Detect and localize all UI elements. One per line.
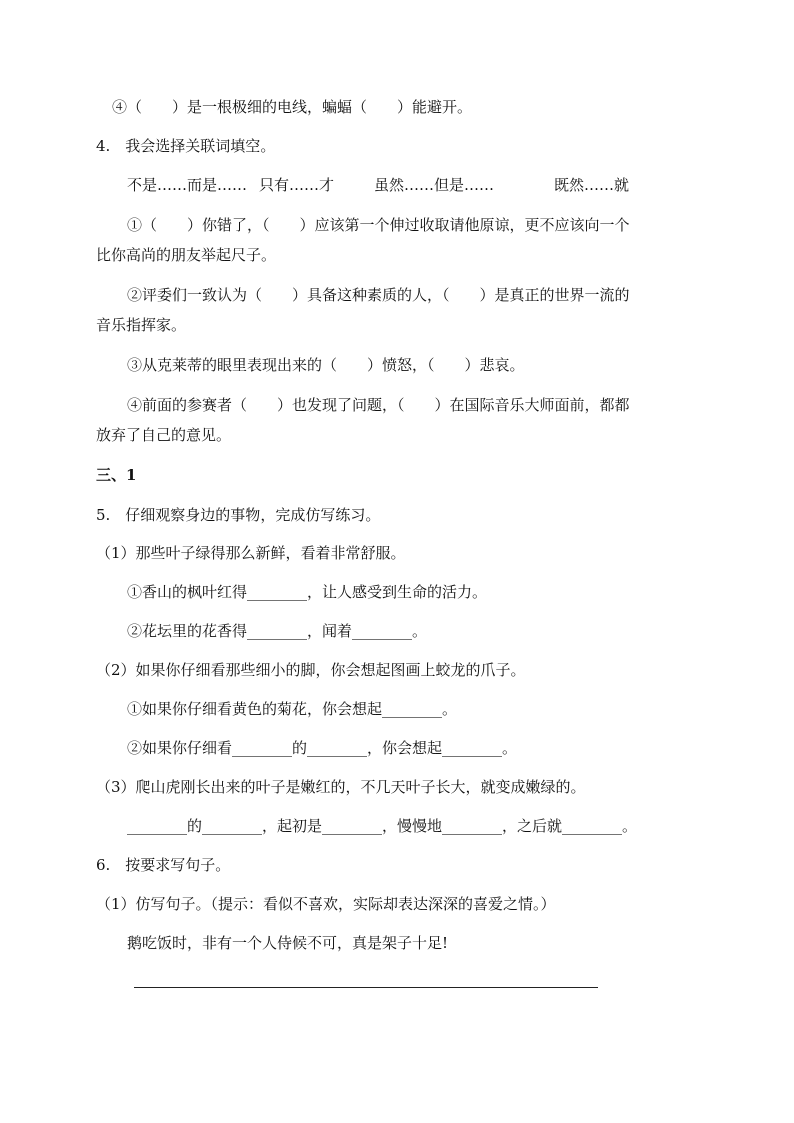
- q6-title: 6. 按要求写句子。: [96, 856, 231, 874]
- q4-option-2: 只有……才: [259, 176, 335, 194]
- q6-example-sentence: 鹅吃饭时，非有一个人侍候不可，真是架子十足!: [127, 934, 449, 952]
- q4-item-3: ③从克莱蒂的眼里表现出来的（ ）愤怒，（ ）悲哀。: [127, 356, 525, 374]
- q4-item-2-line-1: ②评委们一致认为（ ）具备这种素质的人，（ ）是真正的世界一流的: [127, 286, 630, 304]
- q4-title: 4. 我会选择关联词填空。: [96, 137, 276, 155]
- q4-option-4: 既然……就: [554, 176, 630, 194]
- q5-sub-3-item: ________的________，起初是________，慢慢地________，之后就________。: [127, 817, 638, 835]
- q5-sub-2: （2）如果你仔细看那些细小的脚，你会想起图画上蛟龙的爪子。: [96, 661, 526, 679]
- q4-item-2-line-2: 音乐指挥家。: [96, 316, 187, 334]
- q6-sub-1: （1）仿写句子。（提示：看似不喜欢，实际却表达深深的喜爱之情。）: [96, 895, 556, 913]
- q3-item-4: ④（ ）是一根极细的电线，蝙蝠（ ）能避开。: [112, 98, 473, 116]
- q4-options: [127, 175, 629, 195]
- q4-option-3: 虽然……但是……: [374, 176, 495, 194]
- q4-item-1-line-1: ①（ ）你错了，（ ）应该第一个伸过收取请他原谅，更不应该向一个: [127, 216, 630, 234]
- q4-item-1-line-2: 比你高尚的朋友举起尺子。: [96, 246, 277, 264]
- q4-option-1: 不是……而是……: [127, 176, 248, 194]
- q5-sub-3: （3）爬山虎刚长出来的叶子是嫩红的，不几天叶子长大，就变成嫩绿的。: [96, 778, 586, 796]
- q4-item-4-line-1: ④前面的参赛者（ ）也发现了问题，（ ）在国际音乐大师面前，都都: [127, 396, 630, 414]
- q5-title: 5. 仔细观察身边的事物，完成仿写练习。: [96, 506, 381, 524]
- q5-sub-1-item-1: ①香山的枫叶红得________，让人感受到生命的活力。: [127, 583, 488, 601]
- q5-sub-2-item-1: ①如果你仔细看黄色的菊花，你会想起________。: [127, 700, 458, 718]
- q4-item-4-line-2: 放弃了自己的意见。: [96, 426, 232, 444]
- section-3-heading: 三、1: [96, 466, 137, 484]
- q5-sub-1-item-2: ②花坛里的花香得________，闻着________。: [127, 622, 428, 640]
- q5-sub-2-item-2: ②如果你仔细看________的________，你会想起________。: [127, 739, 518, 757]
- q5-sub-1: （1）那些叶子绿得那么新鲜，看着非常舒服。: [96, 544, 406, 562]
- answer-line[interactable]: [134, 987, 598, 988]
